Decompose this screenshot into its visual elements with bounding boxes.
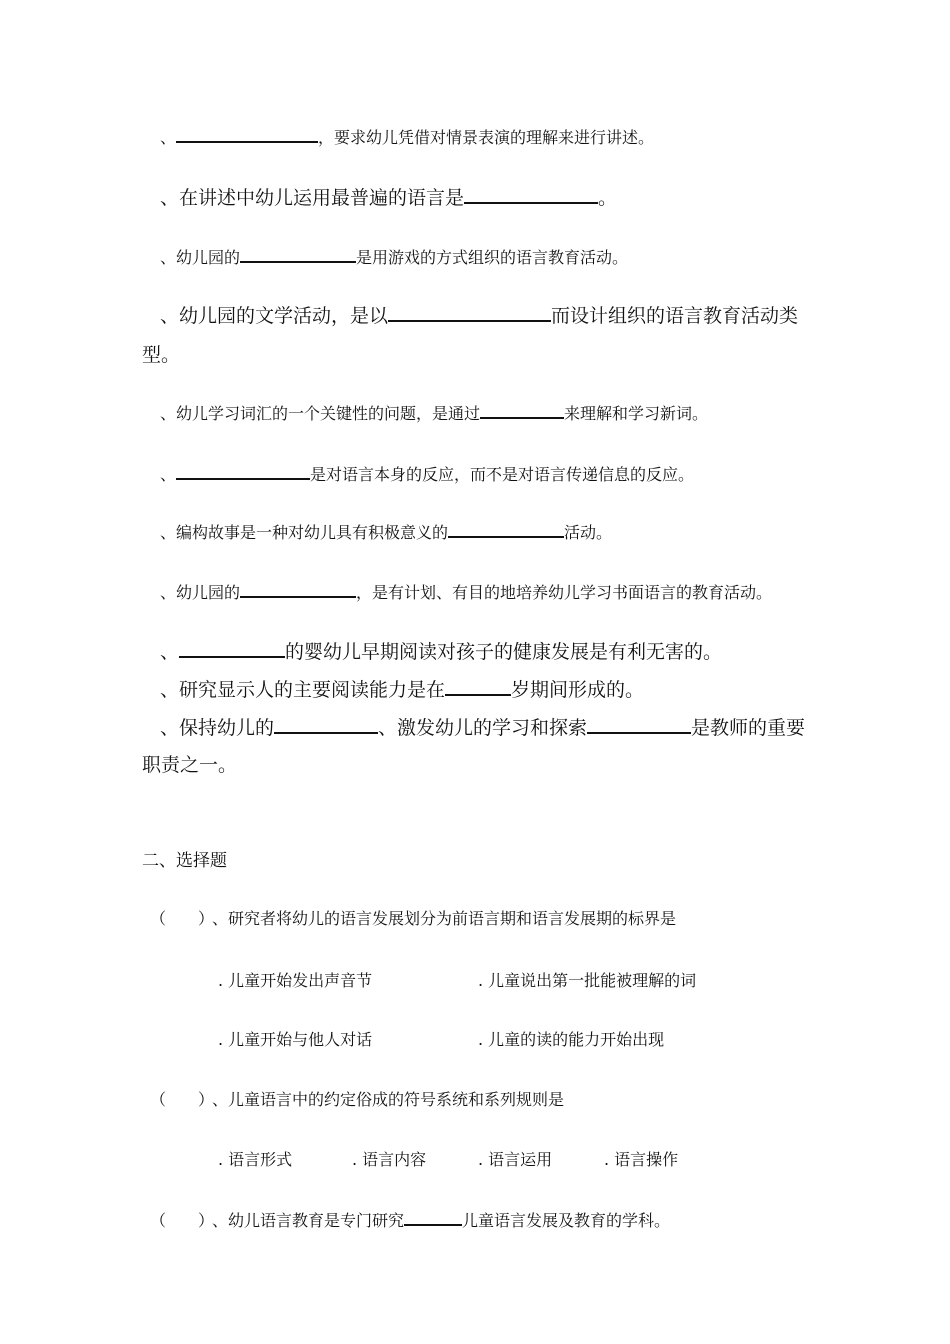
answer-blank[interactable] [587, 712, 691, 734]
fill-in-question-6 [160, 461, 694, 485]
answer-blank[interactable] [179, 636, 285, 658]
fill-in-question-11-continuation [142, 750, 237, 777]
answer-blank[interactable] [404, 1207, 462, 1226]
choice-question-2 [150, 1087, 564, 1110]
fill-in-question-7 [160, 519, 612, 543]
question-stem: 、幼儿语言教育是专门研究 [212, 1210, 405, 1230]
question-suffix: 。 [598, 186, 618, 209]
option-b[interactable]: . 语言内容 [352, 1150, 427, 1169]
question-text: 是用游戏的方式组织的语言教育活动。 [356, 247, 629, 267]
answer-parentheses[interactable]: （ ） [150, 1090, 215, 1109]
question-text: 、研究显示人的主要阅读能力是在 [160, 678, 446, 701]
question-stem: 、儿童语言中的约定俗成的符号系统和系列规则是 [212, 1090, 565, 1109]
question-prefix: 、 [160, 464, 177, 484]
fill-in-question-3 [160, 244, 628, 268]
option-d[interactable]: . 语言操作 [604, 1150, 679, 1169]
choice-question-3 [150, 1207, 670, 1231]
answer-blank[interactable] [480, 400, 564, 419]
question-text: 是对语言本身的反应，而不是对语言传递信息的反应。 [310, 464, 695, 484]
question-text: 岁期间形成的。 [511, 678, 645, 701]
answer-parentheses[interactable]: （ ） [150, 909, 215, 928]
fill-in-question-2 [160, 182, 617, 210]
question-text: 、保持幼儿的 [160, 716, 275, 739]
question-text: ，是有计划、有目的地培养幼儿学习书面语言的教育活动。 [356, 582, 773, 602]
answer-blank[interactable] [240, 579, 356, 598]
option-c[interactable]: . 儿童开始与他人对话 [218, 1030, 373, 1049]
answer-parentheses[interactable]: （ ） [150, 1210, 215, 1230]
question-prefix: 、 [160, 640, 180, 663]
choice-question-1 [150, 906, 676, 929]
fill-in-question-5 [160, 400, 708, 424]
question-prefix: 、 [160, 127, 177, 147]
question-stem: 儿童语言发展及教育的学科。 [462, 1210, 671, 1230]
question-text: 、幼儿园的 [160, 582, 241, 602]
answer-blank[interactable] [176, 124, 318, 143]
fill-in-question-4-continuation [142, 340, 180, 367]
question-text: ，要求幼儿凭借对情景表演的理解来进行讲述。 [318, 127, 655, 147]
question-text: 、编构故事是一种对幼儿具有积极意义的 [160, 522, 449, 542]
fill-in-question-8 [160, 579, 772, 603]
question-text: 、幼儿园的 [160, 247, 241, 267]
option-b[interactable]: . 儿童说出第一批能被理解的词 [478, 971, 697, 990]
answer-blank[interactable] [240, 244, 356, 263]
fill-in-question-11 [160, 712, 805, 740]
question-text: 、激发幼儿的学习和探索 [378, 716, 588, 739]
question-text: 的婴幼儿早期阅读对孩子的健康发展是有利无害的。 [285, 640, 723, 663]
question-stem: 、研究者将幼儿的语言发展划分为前语言期和语言发展期的标界是 [212, 909, 677, 928]
fill-in-question-9 [160, 636, 722, 664]
option-c[interactable]: . 语言运用 [478, 1150, 553, 1169]
question-text: 、在讲述中幼儿运用最普遍的语言是 [160, 186, 465, 209]
answer-blank[interactable] [448, 519, 564, 538]
question-text: 来理解和学习新词。 [564, 403, 709, 423]
question-text: 、幼儿学习词汇的一个关键性的问题，是通过 [160, 403, 481, 423]
fill-in-question-4 [160, 300, 798, 328]
question-text: 是教师的重要 [691, 716, 806, 739]
answer-blank[interactable] [176, 461, 310, 480]
option-d[interactable]: . 儿童的读的能力开始出现 [478, 1030, 665, 1049]
section-title: 二、选择题 [142, 851, 227, 871]
answer-blank[interactable] [274, 712, 378, 734]
question-text: 活动。 [564, 522, 613, 542]
fill-in-question-1 [160, 124, 654, 148]
answer-blank[interactable] [464, 182, 598, 204]
question-text: 、幼儿园的文学活动，是以 [160, 304, 389, 327]
fill-in-question-10 [160, 674, 644, 702]
question-text: 职责之一。 [142, 754, 238, 776]
answer-blank[interactable] [388, 300, 551, 322]
question-text: 而设计组织的语言教育活动类 [551, 304, 799, 327]
option-a[interactable]: . 语言形式 [218, 1150, 293, 1169]
answer-blank[interactable] [445, 674, 511, 696]
question-text: 型。 [142, 344, 181, 366]
option-a[interactable]: . 儿童开始发出声音节 [218, 971, 373, 990]
